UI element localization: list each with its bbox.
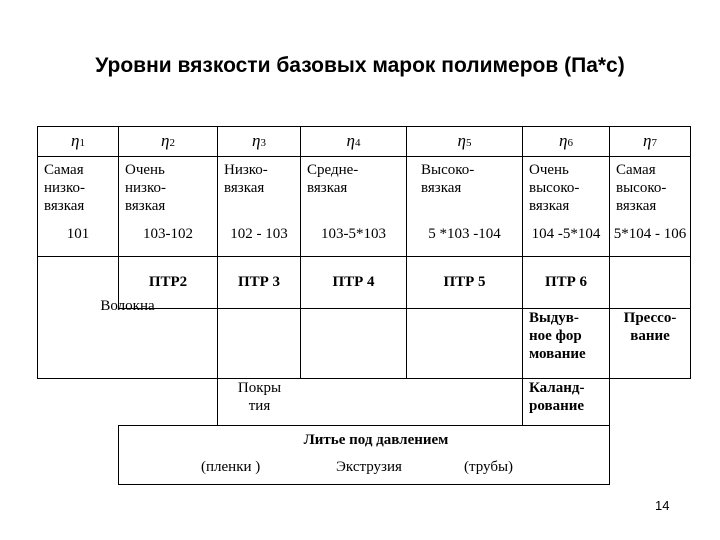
description-cell: Самая низко- вязкая 101 [38,157,119,257]
method-row-2 [38,379,691,426]
range-value: 104 -5*104 [531,226,601,242]
films-label: (пленки ) [201,458,261,475]
grade-cell: ПТР 5 [407,257,523,309]
method-row-1 [38,309,691,379]
eta-header: η7 [610,127,691,157]
eta-header: η6 [523,127,610,157]
pipes-label: (трубы) [464,458,514,475]
description-cell: Самая высоко- вязкая 5*104 - 106 [610,157,691,257]
calendering-cell: Каланд- рование [523,379,610,426]
pressing-cell: Прессо- вание [610,309,691,379]
method-row-3 [38,426,691,454]
eta-header: η5 [407,127,523,157]
description-cell: Высоко- вязкая 5 *103 -104 [407,157,523,257]
description-cell: Низко- вязкая 102 - 103 [218,157,301,257]
range-value: 5 *103 -104 [428,226,501,242]
eta-header: η4 [301,127,407,157]
range-value: 101 [66,226,90,242]
page-title: Уровни вязкости базовых марок полимеров (Па*с) [95,54,625,77]
blow-molding-cell: Выдув- ное фор мование [523,309,610,379]
grade-cell: ПТР 3 [218,257,301,309]
eta-header: η3 [218,127,301,157]
description-cell: Очень высоко- вязкая 104 -5*104 [523,157,610,257]
eta-header: η2 [119,127,218,157]
viscosity-table [37,126,691,485]
description-cell: Очень низко- вязкая 103-102 [119,157,218,257]
page-number: 14 [655,498,670,513]
method-row-4 [38,454,691,485]
description-row [38,157,691,257]
eta-header: η1 [38,127,119,157]
extrusion-label: Экструзия [336,458,402,475]
range-value: 103-5*103 [321,226,386,242]
grade-cell: ПТР2 [119,257,218,309]
range-value: 5*104 - 106 [613,226,687,242]
grade-cell: ПТР 4 [301,257,407,309]
fibers-label: Волокна [100,298,155,314]
description-cell: Средне- вязкая 103-5*103 [301,157,407,257]
range-value: 103-102 [143,226,193,242]
eta-header-row [38,127,691,157]
injection-cell: Литье под давлением [119,426,610,454]
coatings-cell: Покры тия [218,379,523,426]
range-value: 102 - 103 [230,226,288,242]
grade-cell: ПТР 6 [523,257,610,309]
